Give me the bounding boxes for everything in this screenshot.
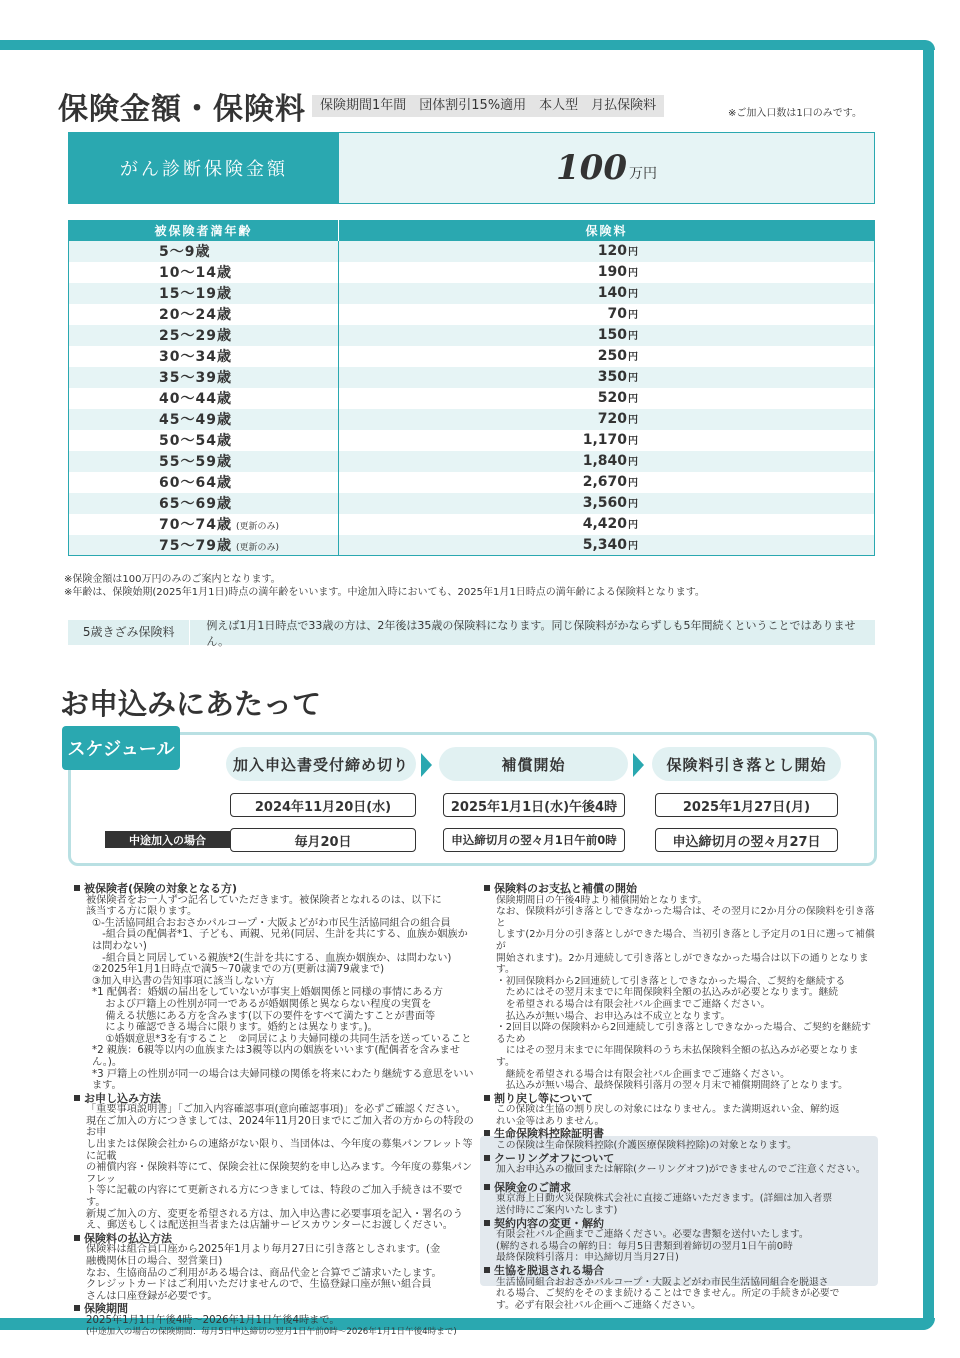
fee-value: 520 (597, 390, 627, 406)
amount-box (68, 132, 875, 204)
five-year-box (68, 618, 875, 648)
fee-value: 150 (597, 327, 627, 343)
fee-value: 120 (597, 243, 627, 259)
amount-unit: 万円 (628, 166, 657, 182)
midway-date-debit: 申込締切月の翌々月27日 (655, 828, 838, 852)
yen-unit: 円 (628, 268, 638, 279)
fee-cell (339, 535, 875, 556)
yen-unit: 円 (628, 436, 638, 447)
table-header-age: 被保険者満年齢 (69, 221, 339, 241)
fee-cell (339, 493, 875, 514)
application-heading-text: お申し込み方法 (84, 1091, 161, 1105)
age-range: 25～29歳 (159, 328, 232, 344)
age-cell (69, 409, 339, 430)
yen-unit: 円 (628, 540, 638, 552)
section1-title: 保険金額・保険料 (58, 92, 306, 127)
amount-number: 100 (556, 148, 627, 188)
age-range: 35～39歳 (159, 370, 232, 386)
age-range: 15～19歳 (159, 286, 232, 302)
withdraw-text: 生活協同組合おおさかパルコープ・大阪よどがわ市民生活協同組合を脱退さ れる場合、ご契約をそのまま続けることはできません。所定の手続きが必要で す。必ず有限会社パル企画へご連絡ください。 (496, 1276, 840, 1311)
age-cell (69, 262, 339, 283)
age-range: 75～79歳 (159, 537, 232, 554)
fee-value: 2,670 (582, 474, 627, 490)
table-row (69, 535, 875, 556)
fee-cell (339, 409, 875, 430)
yen-unit: 円 (628, 457, 638, 468)
fee-value: 250 (597, 348, 627, 364)
left-column (74, 882, 474, 1338)
application-heading (74, 1093, 474, 1105)
fee-value: 5,340 (582, 536, 627, 553)
age-cell (69, 451, 339, 472)
table-row (69, 346, 875, 367)
square-bullet-icon (484, 1130, 490, 1136)
payment-start-heading-text: 保険料のお支払と補償の開始 (494, 882, 637, 895)
age-cell (69, 472, 339, 493)
payment-method-heading (74, 1233, 474, 1245)
fee-value: 4,420 (582, 516, 627, 532)
application-text: 「重要事項説明書」「ご加入内容確認事項(意向確認事項)」を必ずご確認ください。 現在ご加入の方につきましては、2024年11月20日までにご加入者の方からの特段のお申 し出または保険会社からの連絡がない限り、当団体は、今年度の募集パンフレット等に記載 の補償内容・保険料等にて、保険会社に保険契約を申し込みます。今年度の募集パンフレッ ト等に記載の内容にて更新される方につきましては、特段のご加入手続きは不要です。 新規ご加入の方、変更を希望される方は、加入申込書に必要事項を記入・署名のう え、郵送もしくは配送担当者または店舗サービスカウンターにお渡しください。 (86, 1104, 474, 1232)
yen-unit: 円 (628, 520, 638, 531)
midway-date-coverage: 申込締切月の翌々月1日午前0時 (443, 828, 625, 852)
age-range: 45～49歳 (159, 412, 232, 428)
table-row (69, 451, 875, 472)
step-debit-start: 保険料引き落とし開始 (652, 747, 841, 781)
change-heading (484, 1218, 876, 1230)
claim-heading-text: 保険金のご請求 (494, 1180, 571, 1194)
age-cell (69, 430, 339, 451)
square-bullet-icon (484, 1155, 490, 1161)
period-text: 2025年1月1日午後4時～2026年1月1日午後4時まで。 (86, 1314, 340, 1326)
cooling-off-text: 加入お申込みの撤回または解除(クーリングオフ)ができませんのでご注意ください。 (496, 1164, 866, 1176)
age-cell (69, 514, 339, 535)
age-cell (69, 388, 339, 409)
insured-conditions: ①-生活協同組合おおさかパルコープ・大阪よどがわ市民生活協同組合の組合員 -組合員の配偶者*1、子ども、両親、兄弟(同居、生計を共にする、血族か姻族かは問わない) -組合員と同居している親族*2(生計を共にする、血族か姻族か、は問わない) ②2025年1月1日時点で満5～70歳までの方(更新は満79歳まで) ③加入申込書の告知事項に該当しない方 *1 配偶者：婚姻の届出をしていないが事実上婚姻関係と同様の事情にある方 および戸籍上の性別が同一であるが婚姻関係と異ならない程度の実質を 備える状態にある方を含みます(以下の要件をすべて満たすことが書面等 により確認できる場合に限ります。婚約とは異なります。)。 ①婚姻意思*3を有すること ②同居により夫婦同様の共同生活を送っていること *2 親族：6親等以内の血族または3親等以内の姻族をいいます(配偶者を含みません。)。 *3 戸籍上の性別が同一の場合は夫婦同様の関係を将来にわたり継続する意思をいいます。 (92, 917, 474, 1092)
age-range: 10～14歳 (159, 265, 232, 281)
table-row (69, 430, 875, 451)
table-row (69, 472, 875, 493)
schedule-tab: スケジュール (62, 726, 180, 770)
age-range: 40～44歳 (159, 391, 232, 407)
age-range: 55～59歳 (159, 454, 232, 470)
period-heading-text: 保険期間 (84, 1302, 128, 1316)
midway-label: 中途加入の場合 (105, 831, 230, 848)
square-bullet-icon (74, 1235, 80, 1241)
age-range: 65～69歳 (159, 496, 232, 512)
claim-heading (484, 1182, 876, 1194)
fee-value: 350 (597, 369, 627, 385)
insured-text: 被保険者をお一人ずつ記名していただきます。被保険者となれるのは、以下に 該当する方に限ります。 (86, 894, 442, 918)
yen-unit: 円 (628, 394, 638, 405)
age-range: 50～54歳 (159, 433, 232, 449)
fee-cell (339, 451, 875, 472)
fee-value: 190 (597, 264, 627, 280)
step-application-deadline: 加入申込書受付締め切り (226, 747, 416, 781)
fee-value: 3,560 (582, 495, 627, 511)
fee-value: 1,840 (582, 453, 627, 469)
withdraw-heading (484, 1265, 876, 1277)
fee-cell (339, 241, 875, 262)
square-bullet-icon (74, 1095, 80, 1101)
age-range: 20～24歳 (159, 307, 232, 323)
age-cell (69, 241, 339, 262)
renewal-note: (更新のみ) (235, 542, 279, 553)
square-bullet-icon (74, 885, 80, 891)
payment-method-heading-text: 保険料の払込方法 (84, 1231, 172, 1245)
date-debit-start: 2025年1月27日(月) (655, 793, 838, 817)
claim-text: 東京海上日動火災保険株式会社に直接ご連絡いただきます。(詳細は加入者票 送付時にご案内いたします) (496, 1193, 833, 1217)
date-coverage-start: 2025年1月1日(水)午後4時 (443, 793, 625, 817)
date-application-deadline: 2024年11月20日(水) (230, 793, 416, 817)
yen-unit: 円 (628, 478, 638, 489)
age-cell (69, 283, 339, 304)
fee-value: 720 (597, 411, 627, 427)
yen-unit: 円 (628, 289, 638, 300)
cooling-off-heading-text: クーリングオフについて (494, 1151, 615, 1165)
fee-cell (339, 325, 875, 346)
table-row (69, 241, 875, 262)
fee-cell (339, 262, 875, 283)
table-row (69, 388, 875, 409)
amount-value (339, 133, 874, 203)
age-range: 30～34歳 (159, 349, 232, 365)
age-cell (69, 367, 339, 388)
yen-unit: 円 (628, 247, 638, 258)
age-cell (69, 325, 339, 346)
payment-method-text: 保険料は組合員口座から2025年1月より毎月27日に引き落としされます。(金 融機関休日の場合、翌営業日) なお、生協商品のご利用がある場合は、商品代金と合算でご請求いたします。 クレジットカードはご利用いただけませんので、生協登録口座が無い組合員 さんは口座登録が必要です。 (86, 1244, 442, 1302)
fee-value: 1,170 (582, 432, 627, 448)
payment-start-heading (484, 883, 876, 895)
right-column (484, 882, 876, 1311)
refund-heading (484, 1093, 876, 1105)
deduction-heading-text: 生命保険料控除証明書 (494, 1127, 604, 1141)
age-cell (69, 493, 339, 514)
five-year-text: 例えば1月1日時点で33歳の方は、2年後は35歳の保険料になります。同じ保険料がかならずしも5年間続くということではありません。 (206, 618, 856, 648)
units-note: ※ご加入口数は1口のみです。 (728, 108, 862, 119)
fee-cell (339, 304, 875, 325)
premium-table (68, 220, 875, 556)
table-row (69, 304, 875, 325)
deduction-text: この保険は生命保険料控除(介護医療保険料控除)の対象となります。 (496, 1140, 797, 1152)
policy-tag: 保険期間1年間 団体割引15%適用 本人型 月払保険料 (312, 95, 664, 117)
footnote-2: ※年齢は、保険始期(2025年1月1日)時点の満年齢をいいます。中途加入時においても、2025年1月1日時点の満年齢による保険料となります。 (64, 587, 705, 598)
square-bullet-icon (74, 1305, 80, 1311)
age-range: 5～9歳 (159, 244, 211, 260)
age-cell (69, 304, 339, 325)
midway-date-deadline: 毎月20日 (230, 828, 416, 852)
payment-start-text: 保険期間日の午後4時より補償開始となります。 なお、保険料が引き落としできなかった場合は、その翌月に2か月分の保険料を引き落と します(2か月分の引き落としができた場合、当初引き落とし予定月の1日に遡って補償が 開始されます)。2か月連続して引き落としができなかった場合は以下の通りとなります。 ・初回保険料から2回連続して引き落としできなかった場合、ご契約を継続する ためにはその翌月末までに年間保険料全額の払込みが必要となります。継続 を希望される場合は有限会社パル企画までご連絡ください。 払込みが無い場合、お申込みは不成立となります。 ・2回目以降の保険料から2回連続して引き落としできなかった場合、ご契約を継続するため にはその翌月末までに年間保険料のうち未払保険料全額の払込みが必要となります。 継続を希望される場合は有限会社パル企画までご連絡ください。 払込みが無い場合、最終保険料引落月の翌々月末で補償期間終了となります。 (496, 894, 875, 1092)
deduction-heading (484, 1128, 876, 1140)
table-row (69, 283, 875, 304)
arrow-right-icon (421, 753, 432, 777)
refund-heading-text: 割り戻し等について (494, 1091, 593, 1105)
period-midway-text: (中途加入の場合の保険期間：毎月5日申込締切の翌月1日午前0時～2026年1月1日午後4時まで) (86, 1326, 457, 1337)
fee-cell (339, 367, 875, 388)
yen-unit: 円 (628, 415, 638, 426)
period-heading (74, 1303, 474, 1315)
change-text: 有限会社パル企画までご連絡ください。必要な書類を送付いたします。 (解約される場合の解約日：毎月5日書類到着締切の翌月1日午前0時 最終保険料引落月：申込締切月当月27日) (496, 1229, 809, 1264)
table-row (69, 367, 875, 388)
table-row (69, 262, 875, 283)
square-bullet-icon (484, 1267, 490, 1273)
square-bullet-icon (484, 1095, 490, 1101)
footnote-1: ※保険金額は100万円のみのご案内となります。 (64, 574, 281, 585)
fee-value: 70 (607, 306, 627, 322)
square-bullet-icon (484, 1220, 490, 1226)
square-bullet-icon (484, 1184, 490, 1190)
yen-unit: 円 (628, 331, 638, 342)
fee-cell (339, 346, 875, 367)
fee-cell (339, 514, 875, 535)
fee-cell (339, 430, 875, 451)
fee-cell (339, 472, 875, 493)
change-heading-text: 契約内容の変更・解約 (494, 1216, 604, 1230)
insured-heading (74, 883, 474, 895)
refund-text: この保険は生協の割り戻しの対象にはなりません。また満期返れい金、解約返 れい金等はありません。 (496, 1104, 840, 1127)
yen-unit: 円 (628, 499, 638, 510)
age-cell (69, 535, 339, 556)
five-year-label: 5歳きざみ保険料 (68, 620, 190, 645)
table-row (69, 409, 875, 430)
table-row (69, 514, 875, 535)
age-cell (69, 346, 339, 367)
yen-unit: 円 (628, 352, 638, 363)
table-row (69, 325, 875, 346)
age-range: 60～64歳 (159, 475, 232, 491)
fee-value: 140 (597, 285, 627, 301)
cooling-off-heading (484, 1153, 876, 1165)
yen-unit: 円 (628, 373, 638, 384)
table-header-fee: 保険料 (339, 221, 875, 241)
section2-title: お申込みにあたって (60, 687, 322, 721)
arrow-right-icon (633, 753, 644, 777)
insured-heading-text: 被保険者(保険の対象となる方) (84, 882, 238, 895)
square-bullet-icon (484, 885, 490, 891)
age-range: 70～74歳 (159, 517, 232, 533)
withdraw-heading-text: 生協を脱退される場合 (494, 1264, 604, 1277)
yen-unit: 円 (628, 310, 638, 321)
table-row (69, 493, 875, 514)
fee-cell (339, 388, 875, 409)
fee-cell (339, 283, 875, 304)
amount-label: がん診断保険金額 (69, 133, 339, 203)
step-coverage-start: 補償開始 (439, 747, 628, 781)
premium-table-body (69, 241, 875, 556)
renewal-note: (更新のみ) (235, 522, 279, 532)
